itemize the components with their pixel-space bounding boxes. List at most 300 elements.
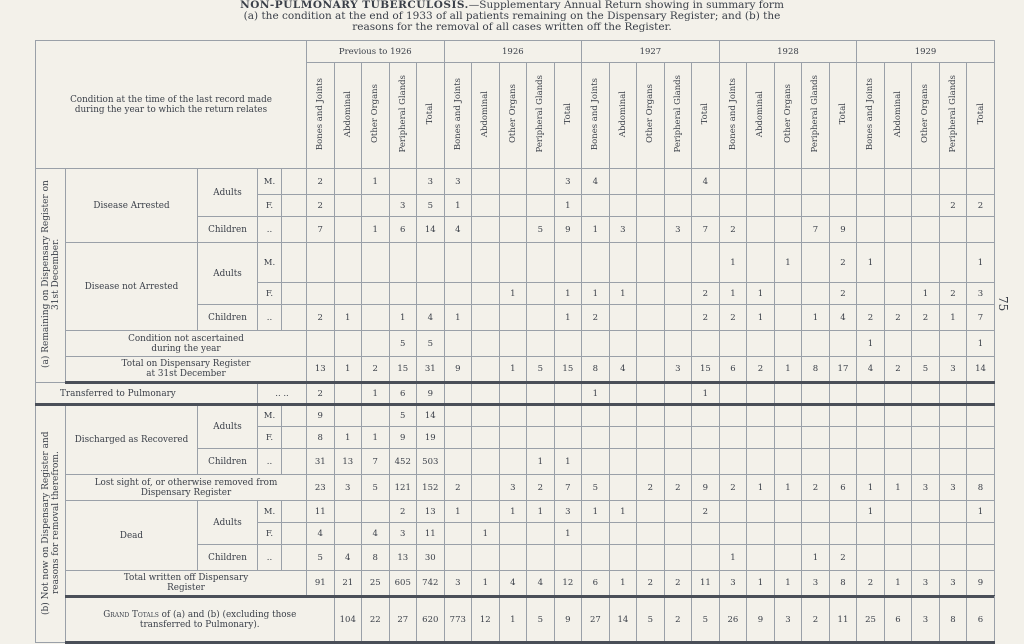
table-cell <box>692 523 720 545</box>
table-cell <box>499 305 527 331</box>
table-cell <box>582 545 610 571</box>
table-cell <box>609 427 637 449</box>
table-cell <box>829 383 857 405</box>
table-cell <box>362 243 390 283</box>
table-cell <box>527 283 555 305</box>
table-cell: 620 <box>417 597 445 643</box>
table-cell <box>719 523 747 545</box>
table-cell <box>692 195 720 217</box>
table-cell <box>609 475 637 501</box>
table-cell <box>582 427 610 449</box>
table-cell <box>334 383 362 405</box>
table-cell: 6 <box>967 597 995 643</box>
table-cell <box>664 449 692 475</box>
table-cell <box>884 195 912 217</box>
table-cell <box>554 545 582 571</box>
table-cell <box>939 405 967 427</box>
table-cell <box>637 169 665 195</box>
table-cell <box>554 243 582 283</box>
table-cell: 9 <box>692 475 720 501</box>
title-line-3: reasons for the removal of all cases written off the Register. <box>352 21 672 33</box>
table-cell: 4 <box>334 545 362 571</box>
table-cell: 1 <box>362 169 390 195</box>
table-cell: 605 <box>389 571 417 597</box>
table-cell <box>554 331 582 357</box>
corner-label: Condition at the time of the last record made during the year to which the return relates <box>36 41 307 169</box>
table-cell <box>444 427 472 449</box>
row-label-dots: .. <box>258 545 282 571</box>
table-cell <box>857 217 885 243</box>
table-cell <box>967 523 995 545</box>
table-cell <box>692 545 720 571</box>
row-label-m: M. <box>258 501 282 523</box>
table-cell <box>802 405 830 427</box>
table-cell: 1 <box>774 571 802 597</box>
table-cell: 12 <box>554 571 582 597</box>
table-cell <box>692 331 720 357</box>
row-label-f: F. <box>258 427 282 449</box>
table-cell <box>884 383 912 405</box>
table-cell <box>362 405 390 427</box>
table-cell: 3 <box>334 475 362 501</box>
table-cell: 2 <box>307 169 335 195</box>
table-cell <box>802 243 830 283</box>
table-cell: 1 <box>802 545 830 571</box>
table-cell <box>967 427 995 449</box>
table-cell <box>637 357 665 383</box>
table-cell <box>609 305 637 331</box>
table-cell <box>967 169 995 195</box>
table-cell: 2 <box>829 283 857 305</box>
table-cell: 6 <box>389 383 417 405</box>
row-label-total-written-off: Total written off Dispensary Register <box>66 571 307 597</box>
table-cell <box>307 331 335 357</box>
column-header: Total <box>692 63 720 169</box>
table-cell: 3 <box>444 169 472 195</box>
table-cell <box>664 383 692 405</box>
table-cell <box>554 405 582 427</box>
table-cell <box>664 405 692 427</box>
row-label-blank <box>282 427 307 449</box>
table-cell: 11 <box>307 501 335 523</box>
table-cell <box>362 283 390 305</box>
table-cell <box>499 331 527 357</box>
table-cell: 4 <box>417 305 445 331</box>
table-cell <box>912 383 940 405</box>
table-cell: 5 <box>692 597 720 643</box>
table-cell: 1 <box>802 305 830 331</box>
table-cell <box>472 169 500 195</box>
table-cell <box>912 427 940 449</box>
table-cell: 15 <box>692 357 720 383</box>
table-cell: 2 <box>912 305 940 331</box>
table-cell <box>472 305 500 331</box>
table-cell <box>719 331 747 357</box>
table-cell: 3 <box>664 357 692 383</box>
table-cell: 1 <box>609 283 637 305</box>
table-cell: 2 <box>664 571 692 597</box>
table-cell: 5 <box>912 357 940 383</box>
table-cell: 11 <box>829 597 857 643</box>
table-cell: 1 <box>499 597 527 643</box>
table-cell <box>582 449 610 475</box>
table-cell <box>967 217 995 243</box>
table-cell: 1 <box>967 331 995 357</box>
section-b-label: (b) Not now on Dispensary Register and reasons for removal therefrom. <box>36 405 66 643</box>
table-cell: 1 <box>334 427 362 449</box>
table-cell: 1 <box>444 195 472 217</box>
table-cell <box>747 405 775 427</box>
table-cell <box>527 427 555 449</box>
table-cell <box>884 283 912 305</box>
table-cell <box>444 545 472 571</box>
table-cell <box>857 545 885 571</box>
table-cell: 2 <box>719 475 747 501</box>
table-cell: 1 <box>472 523 500 545</box>
table-cell: 1 <box>334 305 362 331</box>
table-cell: 13 <box>417 501 445 523</box>
table-cell: 1 <box>499 501 527 523</box>
table-cell: 1 <box>967 501 995 523</box>
year-group-header: 1927 <box>582 41 720 63</box>
table-cell <box>637 523 665 545</box>
table-cell: 9 <box>307 405 335 427</box>
table-cell <box>637 427 665 449</box>
table-cell <box>829 405 857 427</box>
column-header: Bones and Joints <box>857 63 885 169</box>
row-label-adults: Adults <box>198 501 258 545</box>
row-label-children: Children <box>198 305 258 331</box>
table-cell: 7 <box>692 217 720 243</box>
table-cell <box>857 449 885 475</box>
table-cell: 3 <box>939 357 967 383</box>
table-cell: 3 <box>389 523 417 545</box>
table-cell <box>609 383 637 405</box>
table-cell <box>857 169 885 195</box>
table-cell <box>609 545 637 571</box>
table-cell: 3 <box>499 475 527 501</box>
table-cell <box>747 449 775 475</box>
table-cell <box>939 217 967 243</box>
table-cell <box>912 545 940 571</box>
table-cell <box>609 405 637 427</box>
table-cell <box>609 243 637 283</box>
table-cell: 2 <box>444 475 472 501</box>
row-label-blank <box>282 305 307 331</box>
row-label-children: Children <box>198 545 258 571</box>
table-cell: 1 <box>857 331 885 357</box>
table-cell: 23 <box>307 475 335 501</box>
row-label-transferred: Transferred to Pulmonary <box>36 383 258 405</box>
table-cell <box>912 501 940 523</box>
table-cell: 8 <box>939 597 967 643</box>
table-cell <box>939 383 967 405</box>
table-cell: 5 <box>389 331 417 357</box>
table-cell: 2 <box>884 357 912 383</box>
table-cell: 4 <box>609 357 637 383</box>
row-label-f: F. <box>258 283 282 305</box>
table-cell: 13 <box>334 449 362 475</box>
table-cell: 1 <box>774 475 802 501</box>
table-cell: 3 <box>774 597 802 643</box>
table-cell: 2 <box>802 475 830 501</box>
table-cell <box>582 523 610 545</box>
table-cell: 4 <box>829 305 857 331</box>
table-cell: 27 <box>582 597 610 643</box>
table-cell <box>802 331 830 357</box>
table-cell <box>774 283 802 305</box>
table-cell <box>857 405 885 427</box>
table-cell: 15 <box>389 357 417 383</box>
table-cell <box>609 331 637 357</box>
table-cell <box>774 405 802 427</box>
table-cell <box>637 383 665 405</box>
column-header: Bones and Joints <box>307 63 335 169</box>
table-cell: 1 <box>884 475 912 501</box>
table-cell <box>609 449 637 475</box>
table-cell <box>829 169 857 195</box>
table-cell: 15 <box>554 357 582 383</box>
table-cell <box>637 195 665 217</box>
table-cell <box>499 427 527 449</box>
table-cell <box>472 501 500 523</box>
table-cell: 3 <box>912 571 940 597</box>
column-header: Total <box>829 63 857 169</box>
table-cell: 3 <box>664 217 692 243</box>
table-row <box>36 597 995 643</box>
table-cell: 503 <box>417 449 445 475</box>
table-cell <box>609 523 637 545</box>
row-label-blank <box>282 523 307 545</box>
title-bold: NON-PULMONARY TUBERCULOSIS. <box>240 0 469 11</box>
table-cell: 13 <box>307 357 335 383</box>
table-cell <box>527 545 555 571</box>
table-cell <box>554 427 582 449</box>
table-cell: 4 <box>307 523 335 545</box>
table-cell <box>664 195 692 217</box>
column-header: Bones and Joints <box>444 63 472 169</box>
table-cell <box>857 195 885 217</box>
column-header: Abdominal <box>609 63 637 169</box>
table-cell <box>472 283 500 305</box>
table-cell <box>554 383 582 405</box>
table-cell <box>884 243 912 283</box>
table-cell <box>829 501 857 523</box>
table-cell <box>774 331 802 357</box>
table-cell <box>444 331 472 357</box>
column-header: Peripheral Glands <box>664 63 692 169</box>
row-label-blank <box>282 217 307 243</box>
table-cell <box>747 523 775 545</box>
table-cell <box>527 383 555 405</box>
table-cell: 9 <box>389 427 417 449</box>
table-cell <box>829 449 857 475</box>
table-cell: 31 <box>417 357 445 383</box>
table-cell: 5 <box>527 597 555 643</box>
table-cell: 5 <box>307 545 335 571</box>
row-label-transferred-dots: .. .. <box>258 383 307 405</box>
table-cell <box>582 405 610 427</box>
table-cell <box>444 283 472 305</box>
table-cell <box>719 449 747 475</box>
table-cell <box>334 243 362 283</box>
table-cell: 1 <box>774 357 802 383</box>
table-cell <box>719 501 747 523</box>
year-group-header: 1929 <box>857 41 995 63</box>
table-cell <box>417 243 445 283</box>
table-cell: 27 <box>389 597 417 643</box>
table-cell <box>774 523 802 545</box>
table-cell: 2 <box>884 305 912 331</box>
table-cell <box>334 331 362 357</box>
table-cell <box>417 283 445 305</box>
row-label-f: F. <box>258 523 282 545</box>
table-cell: 2 <box>664 475 692 501</box>
table-cell <box>472 405 500 427</box>
table-cell: 2 <box>582 305 610 331</box>
row-label-adults: Adults <box>198 169 258 217</box>
column-header: Other Organs <box>362 63 390 169</box>
column-header: Total <box>967 63 995 169</box>
table-cell: 1 <box>362 217 390 243</box>
table-cell: 14 <box>417 217 445 243</box>
column-header: Total <box>417 63 445 169</box>
table-cell: 4 <box>527 571 555 597</box>
table-cell: 25 <box>362 571 390 597</box>
table-cell: 9 <box>829 217 857 243</box>
table-cell: 3 <box>417 169 445 195</box>
table-cell: 5 <box>527 217 555 243</box>
row-label-disease-not-arrested: Disease not Arrested <box>66 243 198 331</box>
row-label-dots: .. <box>258 449 282 475</box>
page-number: 75 <box>996 296 1010 312</box>
table-cell: 104 <box>334 597 362 643</box>
table-cell <box>939 427 967 449</box>
table-cell <box>499 523 527 545</box>
column-header: Peripheral Glands <box>389 63 417 169</box>
table-cell <box>637 305 665 331</box>
table-cell <box>884 217 912 243</box>
table-cell <box>362 305 390 331</box>
table-cell: 2 <box>692 501 720 523</box>
table-cell <box>472 195 500 217</box>
table-cell: 2 <box>829 243 857 283</box>
table-cell <box>774 195 802 217</box>
table-cell: 5 <box>389 405 417 427</box>
table-cell <box>527 405 555 427</box>
table-cell <box>802 427 830 449</box>
table-cell <box>664 331 692 357</box>
table-cell: 1 <box>444 305 472 331</box>
page-heading <box>0 0 1024 33</box>
column-header: Abdominal <box>884 63 912 169</box>
row-label-dots: .. <box>258 217 282 243</box>
table-cell <box>527 169 555 195</box>
table-cell <box>444 383 472 405</box>
table-cell <box>857 383 885 405</box>
table-cell <box>802 283 830 305</box>
table-cell: 3 <box>719 571 747 597</box>
table-cell: 91 <box>307 571 335 597</box>
table-cell: 2 <box>307 383 335 405</box>
table-cell: 3 <box>912 475 940 501</box>
table-cell <box>939 523 967 545</box>
table-cell <box>664 545 692 571</box>
table-cell: 1 <box>389 305 417 331</box>
table-row <box>36 357 995 383</box>
table-cell <box>747 195 775 217</box>
table-cell: 2 <box>637 475 665 501</box>
table-row <box>36 475 995 501</box>
table-cell <box>774 449 802 475</box>
table-cell: 1 <box>747 475 775 501</box>
table-cell: 6 <box>582 571 610 597</box>
table-cell: 3 <box>939 571 967 597</box>
table-cell <box>829 427 857 449</box>
table-cell: 1 <box>912 283 940 305</box>
table-cell: 9 <box>417 383 445 405</box>
row-label-blank <box>282 169 307 195</box>
row-label-blank <box>282 501 307 523</box>
table-cell <box>967 545 995 571</box>
table-row <box>36 571 995 597</box>
table-cell: 5 <box>417 195 445 217</box>
table-cell: 4 <box>692 169 720 195</box>
table-cell: 1 <box>582 283 610 305</box>
table-cell: 2 <box>692 305 720 331</box>
table-cell: 2 <box>829 545 857 571</box>
table-cell: 17 <box>829 357 857 383</box>
table-cell: 22 <box>362 597 390 643</box>
table-cell <box>499 449 527 475</box>
table-cell <box>912 217 940 243</box>
table-cell: 7 <box>362 449 390 475</box>
row-label-dead: Dead <box>66 501 198 571</box>
table-cell <box>747 169 775 195</box>
table-cell: 2 <box>747 357 775 383</box>
table-cell: 7 <box>967 305 995 331</box>
table-row <box>36 169 995 195</box>
table-cell <box>334 217 362 243</box>
table-cell: 6 <box>719 357 747 383</box>
table-cell <box>334 195 362 217</box>
table-cell <box>582 243 610 283</box>
table-cell: 1 <box>747 283 775 305</box>
table-cell: 2 <box>802 597 830 643</box>
table-cell: 8 <box>829 571 857 597</box>
table-cell: 31 <box>307 449 335 475</box>
table-cell <box>719 405 747 427</box>
column-header: Abdominal <box>747 63 775 169</box>
table-cell <box>692 427 720 449</box>
table-cell <box>362 501 390 523</box>
table-cell: 1 <box>884 571 912 597</box>
row-label-blank <box>282 243 307 283</box>
table-cell <box>637 243 665 283</box>
table-cell: 1 <box>362 427 390 449</box>
table-cell: 7 <box>307 217 335 243</box>
table-cell <box>637 501 665 523</box>
table-cell <box>912 331 940 357</box>
table-cell <box>664 501 692 523</box>
table-cell: 3 <box>912 597 940 643</box>
row-label-blank <box>282 545 307 571</box>
column-header: Peripheral Glands <box>939 63 967 169</box>
table-cell <box>802 449 830 475</box>
table-cell <box>912 169 940 195</box>
table-cell: 1 <box>472 571 500 597</box>
table-cell: 2 <box>692 283 720 305</box>
